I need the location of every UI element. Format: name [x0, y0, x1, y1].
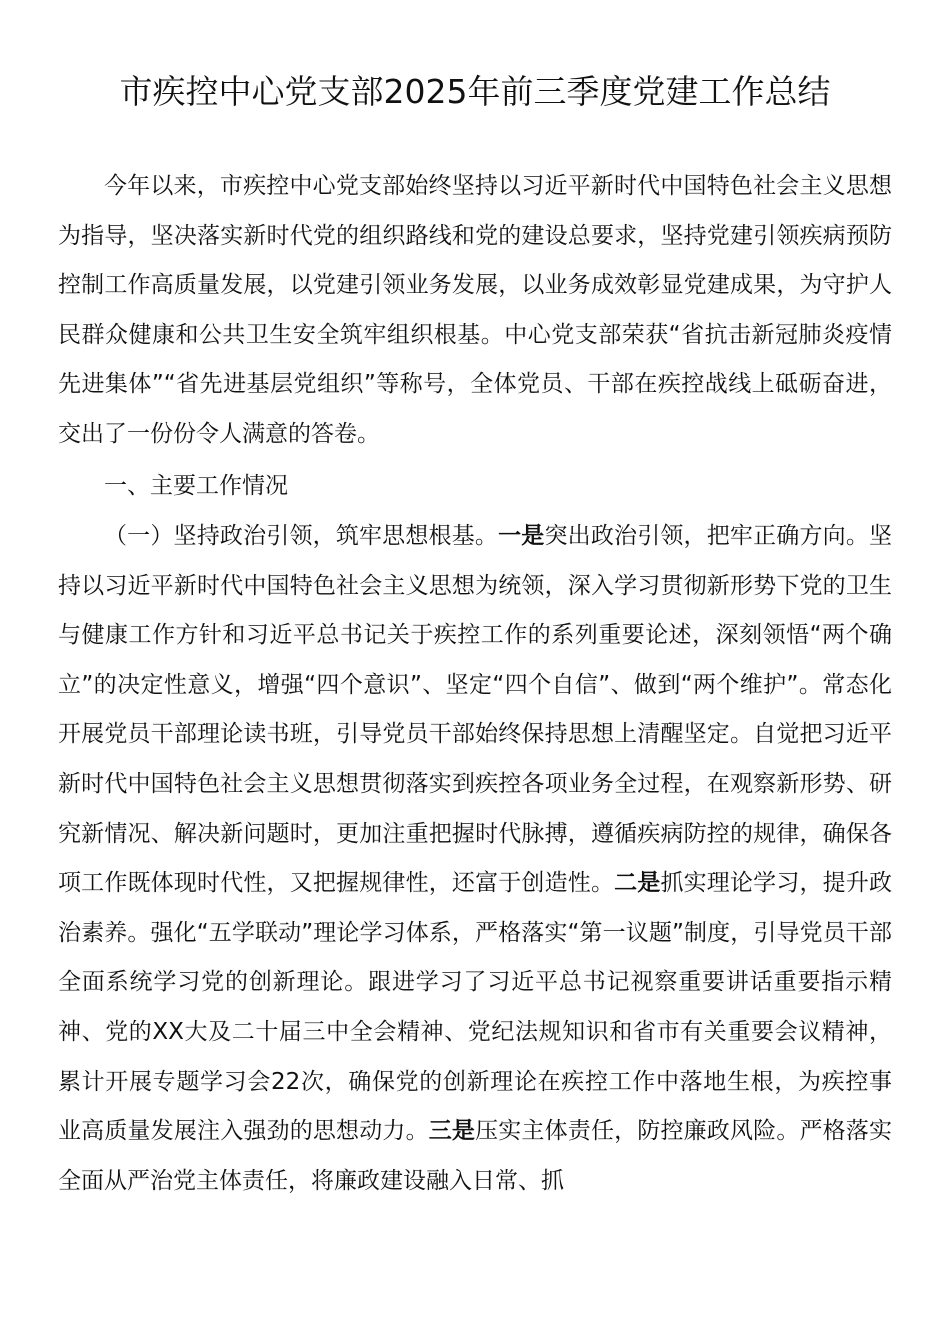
subsection-paragraph	[58, 512, 892, 1206]
point-one-text: 突出政治引领，把牢正确方向。坚持以习近平新时代中国特色社会主义思想为统领，深入学习贯彻新形势下党的卫生与健康工作方针和习近平总书记关于疾控工作的系列重要论述，深刻领悟“两个确立”的决定性意义，增强“四个意识”、坚定“四个自信”、做到“两个维护”。常态化开展党员干部理论读书班，引导党员干部始终保持思想上清醒坚定。自觉把习近平新时代中国特色社会主义思想贯彻落实到疾控各项业务全过程，在观察新形势、研究新情况、解决新问题时，更加注重把握时代脉搏，遵循疾病防控的规律，确保各项工作既体现时代性，又把握规律性，还富于创造性。	[58, 523, 893, 897]
lead-one: 一是	[498, 523, 545, 549]
section-heading-block	[58, 462, 892, 512]
lead-three: 三是	[428, 1118, 476, 1145]
subsection-text	[58, 512, 892, 1206]
intro-text: 今年以来，市疾控中心党支部始终坚持以习近平新时代中国特色社会主义思想为指导，坚决落实新时代党的组织路线和党的建设总要求，坚持党建引领疾病预防控制工作高质量发展，以党建引领业务发展，以业务成效彰显党建成果，为守护人民群众健康和公共卫生安全筑牢组织根基。中心党支部荣获“省抗击新冠肺炎疫情先进集体”“省先进基层党组织”等称号，全体党员、干部在疾控战线上砥砺奋进，交出了一份份令人满意的答卷。	[58, 173, 892, 447]
lead-two: 二是	[614, 870, 661, 897]
section-heading: 一、主要工作情况	[104, 473, 288, 499]
point-two-text: 抓实理论学习，提升政治素养。强化“五学联动”理论学习体系，严格落实“第一议题”制度，引导党员干部全面系统学习党的创新理论。跟进学习了习近平总书记视察重要讲话重要指示精神、党的XX大及二十届三中全会精神、党纪法规知识和省市有关重要会议精神，累计开展专题学习会22次，确保党的创新理论在疾控工作中落地生根，为疾控事业高质量发展注入强劲的思想动力。	[58, 870, 893, 1145]
point-three-text: 压实主体责任，防控廉政风险。严格落实全面从严治党主体责任，将廉政建设融入日常、抓	[58, 1118, 893, 1194]
document-title: 市疾控中心党支部2025年前三季度党建工作总结	[119, 72, 831, 111]
subsection-heading: （一）坚持政治引领，筑牢思想根基。	[104, 523, 499, 549]
intro-paragraph	[58, 162, 892, 460]
